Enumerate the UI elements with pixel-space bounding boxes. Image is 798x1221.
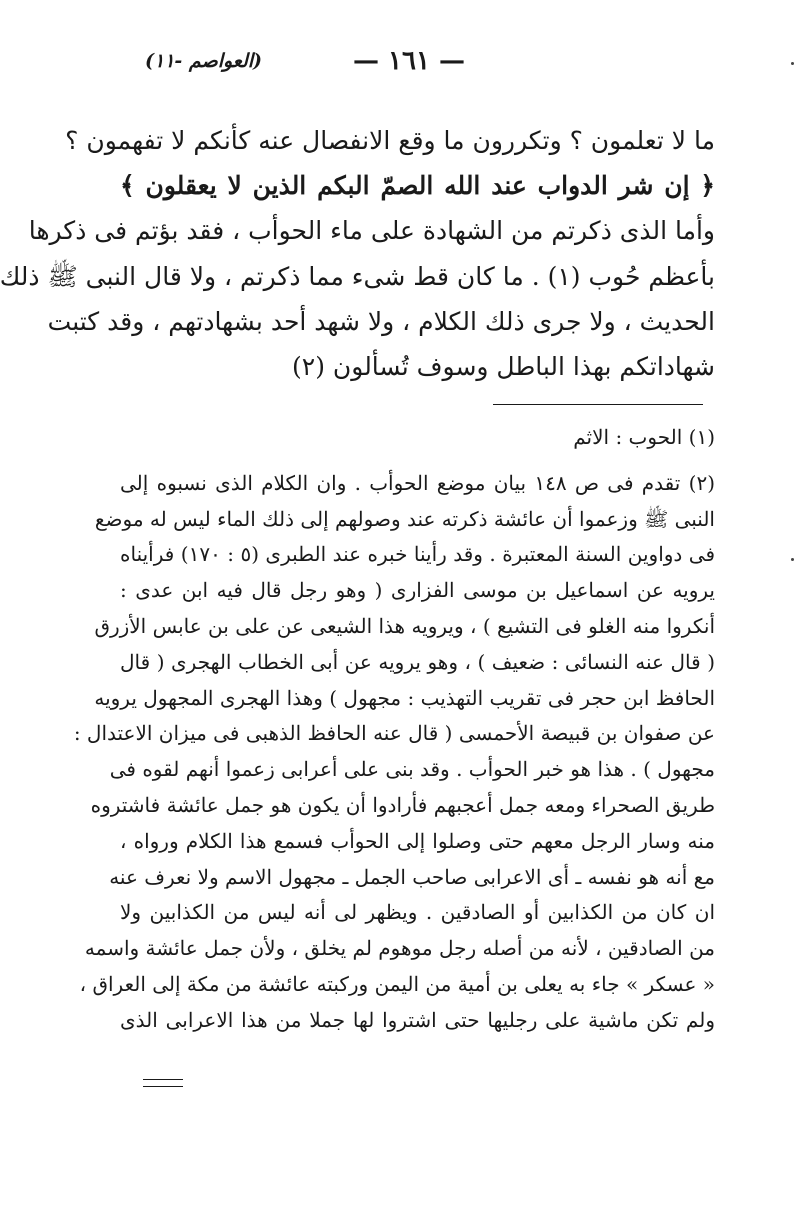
footnote-line: من الصادقين ، لأنه من أصله رجل موهوم لم يخلق ، ولأن جمل عائشة واسمه <box>84 936 715 961</box>
footnote-line: « عسكر » جاء به يعلى بن أمية من اليمن وركبته عائشة من مكة إلى العراق ، <box>79 971 715 996</box>
footnote-line: أنكروا منه الغلو فى التشيع ) ، ويرويه هذا الشيعى عن على بن عابس الأزرق <box>94 613 715 638</box>
page-number: — ١٦١ — <box>352 46 465 76</box>
quran-verse-line: ﴿ إن شر الدواب عند الله الصمّ البكم الذين لا يعقلون ﴾ <box>120 171 715 201</box>
footnote-line: مع أنه هو نفسه ـ أى الاعرابى صاحب الجمل ـ مجهول الاسم ولا نعرف عنه <box>109 864 715 889</box>
footnote-divider <box>493 404 703 405</box>
footnote-line: مجهول ) . هذا هو خبر الحوأب . وقد بنى على أعرابى زعموا أنهم لقوه فى <box>109 757 715 782</box>
body-line: الحديث ، ولا جرى ذلك الكلام ، ولا شهد أحد بشهادتهم ، وقد كتبت <box>47 306 715 336</box>
footnote-line: النبى ﷺ وزعموا أن عائشة ذكرته عند وصولهم إلى ذلك الماء ليس له موضع <box>94 506 715 531</box>
body-line: ما لا تعلمون ؟ وتكررون ما وقع الانفصال عنه كأنكم لا تفهمون ؟ <box>65 126 715 155</box>
footnote-line: طريق الصحراء ومعه جمل أعجبهم فأرادوا أن يكون هو جمل عائشة فاشتروه <box>90 792 715 817</box>
scan-speck <box>791 558 794 561</box>
footnote-line: (٢) تقدم فى ص ١٤٨ بيان موضع الحوأب . وان الكلام الذى نسبوه إلى <box>120 470 715 495</box>
footnote-line: ان كان من الكذابين أو الصادقين . ويظهر لى أنه ليس من الكذابين ولا <box>120 900 715 925</box>
continuation-rule <box>143 1079 183 1087</box>
body-line: وأما الذى ذكرتم من الشهادة على ماء الحوأب ، فقد بؤتم فى ذكرها <box>28 216 715 246</box>
footnote-line: عن صفوان بن قبيصة الأحمسى ( قال عنه الحافظ الذهبى فى ميزان الاعتدال : <box>73 721 715 746</box>
body-line: بأعظم حُوب (١) . ما كان قط شىء مما ذكرتم ، ولا قال النبى ﷺ ذلك <box>0 261 715 291</box>
running-title: (العواصم -١١) <box>145 50 263 72</box>
footnote-1: (١) الحوب : الاثم <box>573 425 715 449</box>
footnote-2 <box>73 466 715 1039</box>
footnotes <box>73 420 715 1039</box>
footnote-line: ولم تكن ماشية على رجليها حتى اشتروا لها جملا من هذا الاعرابى الذى <box>120 1007 715 1032</box>
footnote-line: يرويه عن اسماعيل بن موسى الفزارى ( وهو رجل قال فيه ابن عدى : <box>120 578 715 603</box>
page-header <box>115 46 715 86</box>
footnote-line: فى دواوين السنة المعتبرة . وقد رأينا خبره عند الطبرى (٥ : ١٧٠) فرأيناه <box>120 542 715 567</box>
footnote-line: منه وسار الرجل معهم حتى وصلوا إلى الحوأب فسمع هذا الكلام ورواه ، <box>120 828 715 853</box>
main-text <box>0 118 715 389</box>
scan-speck <box>791 62 794 65</box>
footnote-line: الحافظ ابن حجر فى تقريب التهذيب : مجهول ) وهذا الهجرى المجهول يرويه <box>94 685 715 710</box>
body-line: شهاداتكم بهذا الباطل وسوف تُسألون (٢) <box>292 352 715 382</box>
footnote-line: ( قال عنه النسائى : ضعيف ) ، وهو يرويه عن أبى الخطاب الهجرى ( قال <box>120 649 715 674</box>
